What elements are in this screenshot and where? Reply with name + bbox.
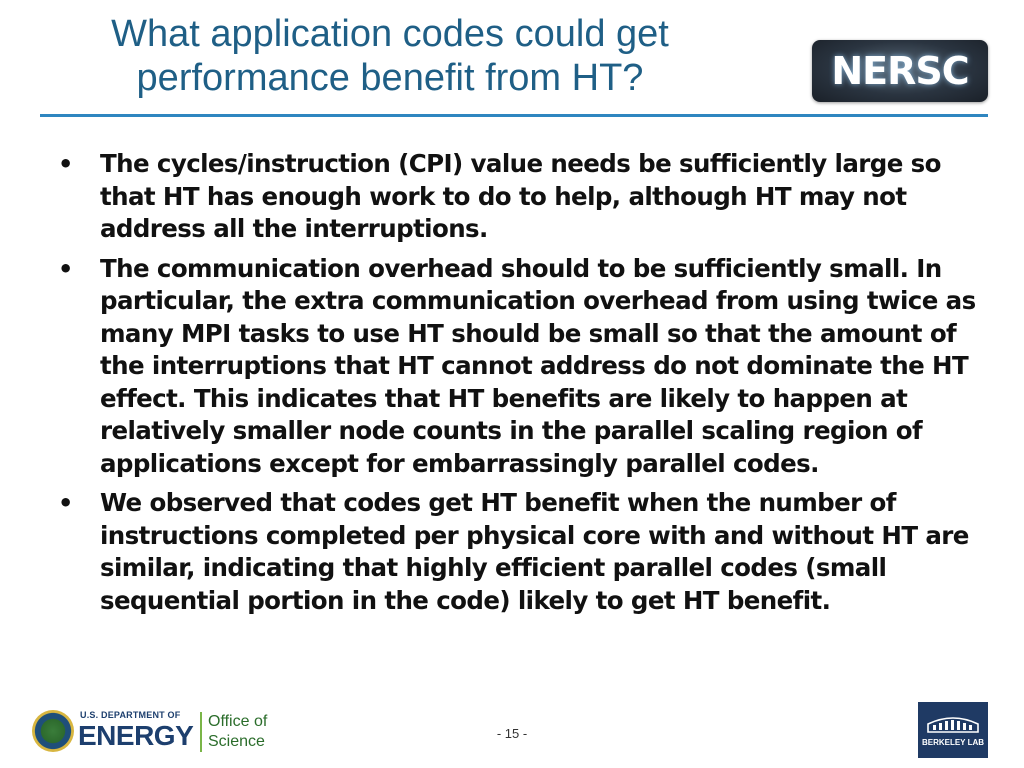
doe-office-of-science-logo	[32, 708, 276, 756]
doe-logo-office-line-1: Office of	[208, 713, 268, 730]
bullet-text: The cycles/instruction (CPI) value needs be sufficiently large so that HT has enough work to do to help, although HT may not address all the interruptions.	[100, 149, 941, 243]
bullet-icon: •	[58, 254, 73, 283]
title-divider	[40, 114, 988, 117]
berkeley-lab-logo	[918, 702, 988, 758]
nersc-logo	[812, 40, 988, 102]
slide-title-line-2: performance benefit from HT?	[136, 57, 644, 99]
doe-logo-office-text	[208, 712, 267, 752]
slide-title-line-1: What application codes could get	[111, 13, 669, 55]
bullet-text: The communication overhead should to be sufficiently small. In particular, the extra communication overhead from using twice as many MPI tasks to use HT should be small so that the amount of the interruptions that HT cannot address do not dominate the HT effect. This indicates that HT benefits are likely to happen at relatively smaller node counts in the parallel scaling region of applications except for embarrassingly parallel codes.	[100, 253, 976, 478]
doe-logo-top-text: U.S. DEPARTMENT OF	[80, 710, 181, 720]
page-number: - 15 -	[496, 726, 528, 741]
bullet-list	[56, 148, 986, 624]
bullet-icon: •	[58, 489, 73, 517]
bullet-item	[56, 148, 986, 246]
bullet-text: We observed that codes get HT benefit when the number of instructions completed per physical core with and without HT are similar, indicating that highly efficient parallel codes (small sequential portion in the code) likely to get HT benefit.	[100, 488, 969, 615]
berkeley-lab-building-icon	[926, 712, 980, 734]
doe-seal-icon	[32, 710, 74, 752]
bullet-item	[56, 253, 986, 481]
doe-logo-office-line-2: Science	[208, 733, 265, 750]
bullet-item	[56, 487, 986, 617]
doe-logo-divider	[200, 712, 202, 752]
slide-title	[40, 12, 740, 100]
berkeley-lab-text: BERKELEY LAB	[921, 738, 985, 747]
bullet-icon: •	[58, 150, 73, 178]
nersc-logo-wordmark: NERSC	[831, 49, 969, 93]
doe-logo-energy-text: ENERGY	[78, 720, 194, 751]
